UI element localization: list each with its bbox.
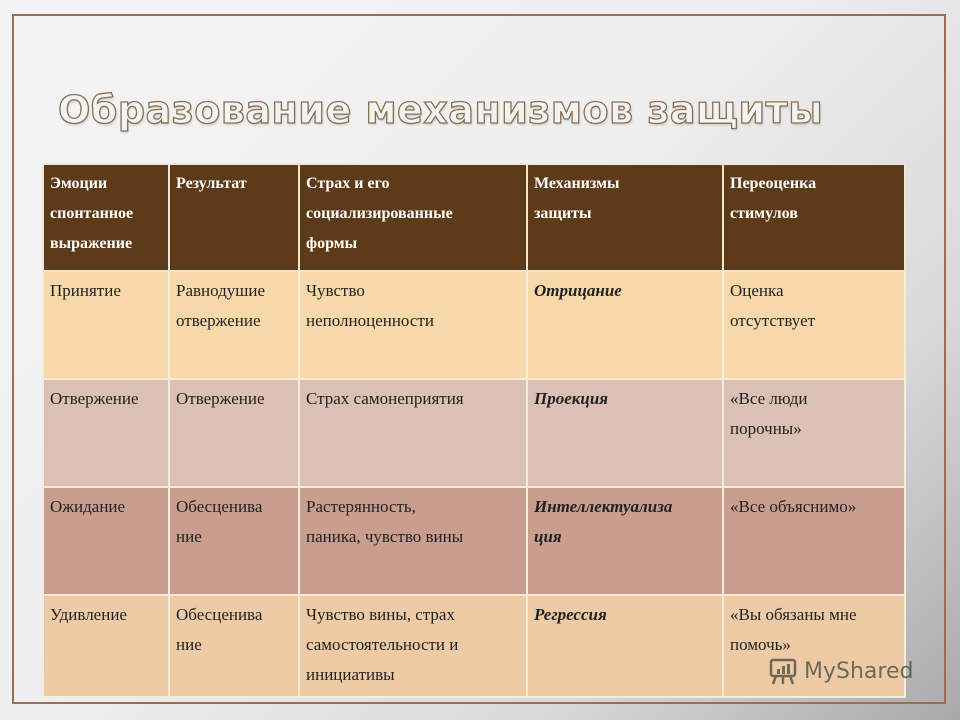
cell-emotion: Отвержение [43,379,169,487]
cell-reassessment: Оценка отсутствует [723,271,905,379]
header-reassessment: Переоценка стимулов [723,164,905,271]
cell-mechanism: Проекция [527,379,723,487]
cell-reassessment: «Все объяснимо» [723,487,905,595]
cell-emotion: Ожидание [43,487,169,595]
cell-fear: Растерянность, паника, чувство вины [299,487,527,595]
cell-mechanism: Регрессия [527,595,723,697]
cell-fear: Страх самонеприятия [299,379,527,487]
cell-emotion: Удивление [43,595,169,697]
cell-mechanism: Интеллектуализа ция [527,487,723,595]
header-mechanisms: Механизмы защиты [527,164,723,271]
table-row [43,271,905,379]
cell-result: Обесценива ние [169,595,299,697]
cell-emotion: Принятие [43,271,169,379]
cell-reassessment: «Все люди порочны» [723,379,905,487]
table-header-row [43,164,905,271]
cell-result: Обесценива ние [169,487,299,595]
cell-fear: Чувство вины, страх самостоятельности и инициативы [299,595,527,697]
header-fear: Страх и его социализированные формы [299,164,527,271]
watermark-text: MyShared [804,658,914,684]
cell-fear: Чувство неполноценности [299,271,527,379]
cell-mechanism: Отрицание [527,271,723,379]
cell-reassessment: «Вы обязаны мне помочь» [723,595,905,697]
cell-result: Отвержение [169,379,299,487]
header-emotions: Эмоции спонтанное выражение [43,164,169,271]
table-row [43,487,905,595]
defense-mechanisms-table [42,163,906,698]
table-row [43,379,905,487]
presentation-board-icon [768,656,798,686]
cell-result: Равнодушие отвержение [169,271,299,379]
watermark [768,656,913,686]
header-result: Результат [169,164,299,271]
slide-title: Образование механизмов защиты [58,88,824,132]
